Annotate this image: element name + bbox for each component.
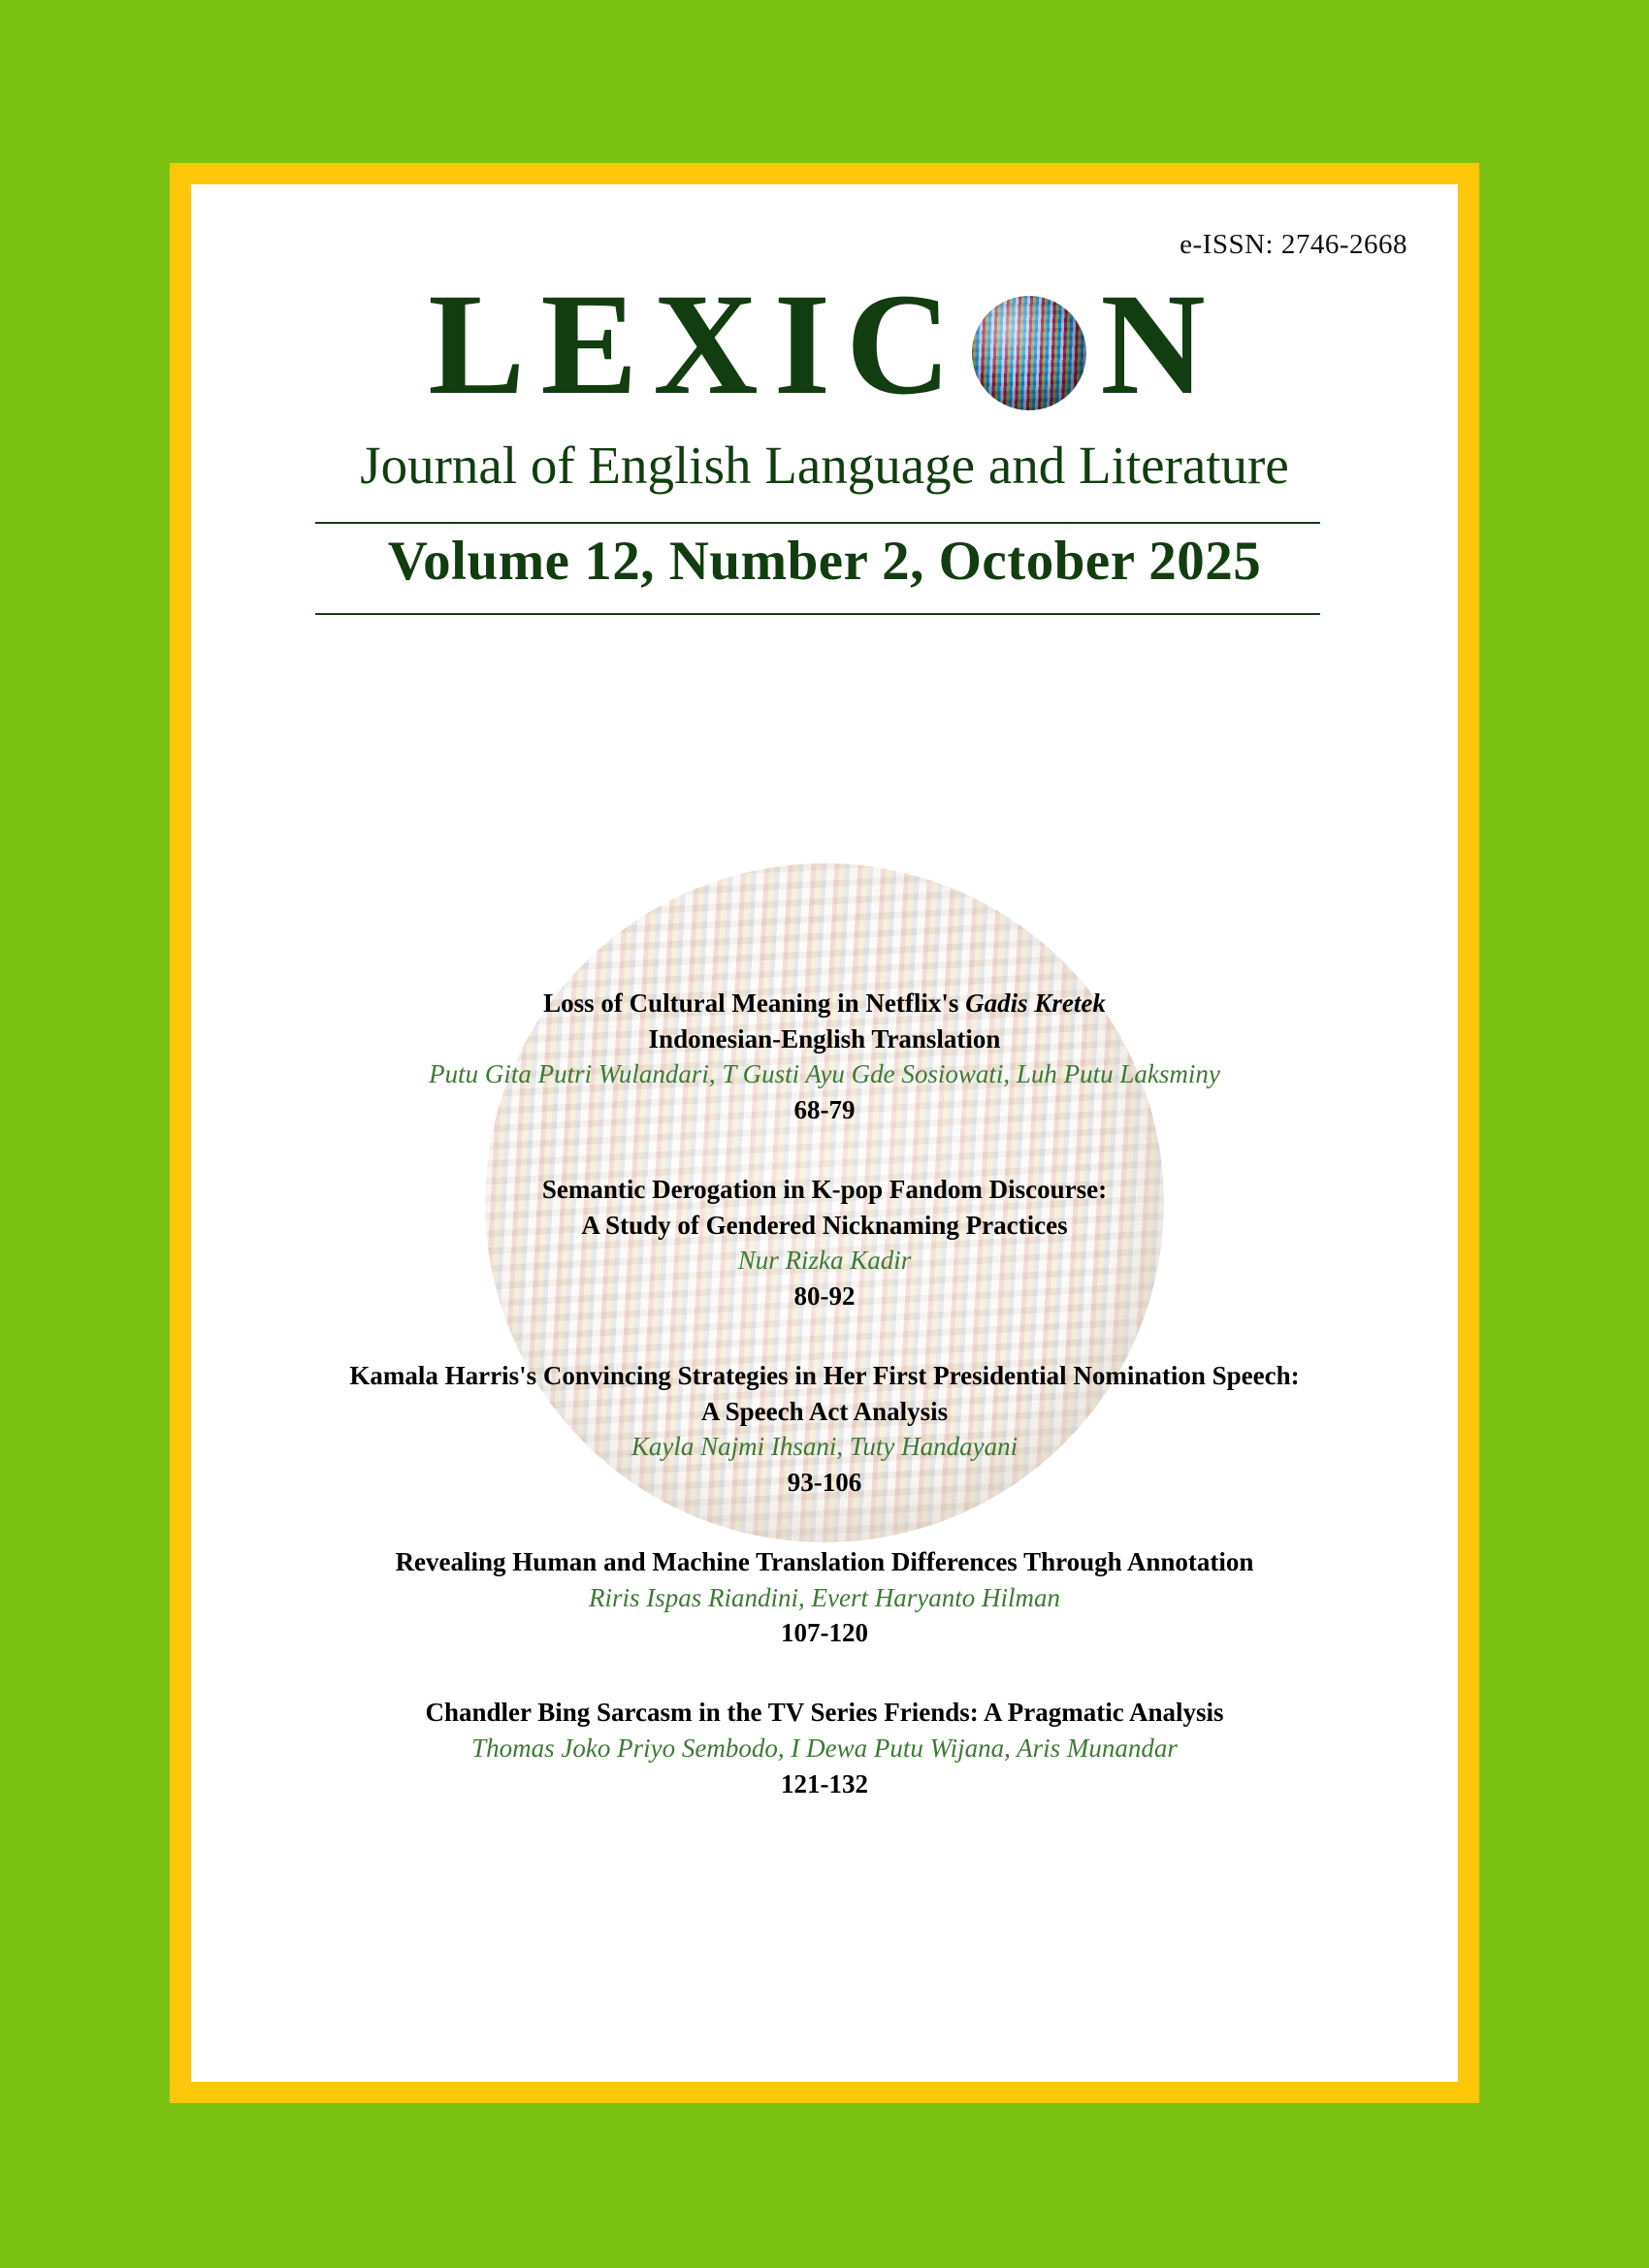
toc-title-italic: Gadis Kretek [965,988,1106,1018]
toc-entry [249,1172,1400,1315]
toc-authors: Riris Ispas Riandini, Evert Haryanto Hilman [589,1582,1060,1612]
toc-title-lead: Chandler Bing Sarcasm in the TV Series Friends: A Pragmatic Analysis [425,1698,1224,1728]
toc-pages: 68-79 [793,1095,856,1125]
toc-title-line2: A Speech Act Analysis [700,1396,949,1426]
toc-article-title [249,986,1400,1056]
toc-article-title [249,1172,1400,1243]
divider-top [315,522,1320,524]
toc-title-line2: Indonesian-English Translation [648,1023,1001,1053]
masthead-text-lexic: LEXIC [428,264,967,425]
toc-pages: 107-120 [781,1618,868,1648]
toc-entry [249,986,1400,1129]
toc-entry [249,1358,1400,1502]
divider-bottom [315,613,1320,615]
globe-o-icon [966,296,1100,410]
toc-pages: 80-92 [793,1281,856,1312]
toc-article-title [249,1358,1400,1429]
toc-authors: Nur Rizka Kadir [737,1246,912,1276]
toc-entry [249,1695,1400,1802]
cover-inner-page [191,184,1458,2082]
toc-authors: Putu Gita Putri Wulandari, T Gusti Ayu Gde Sosiowati, Luh Putu Laksminy [429,1059,1220,1089]
journal-cover [170,163,1479,2103]
toc-title-lead: Loss of Cultural Meaning in Netflix's [543,988,966,1018]
journal-subtitle: Journal of English Language and Literature [360,436,1289,495]
toc-article-title [249,1544,1400,1580]
table-of-contents [249,986,1400,1802]
eissn-label: e-ISSN: 2746-2668 [1180,229,1407,260]
volume-issue-label: Volume 12, Number 2, October 2025 [387,531,1262,592]
toc-title-lead: Revealing Human and Machine Translation Differences Through Annotation [395,1546,1254,1576]
toc-entry [249,1544,1400,1652]
toc-authors: Thomas Joko Priyo Sembodo, I Dewa Putu Wijana, Aris Munandar [471,1733,1178,1763]
toc-title-lead: Semantic Derogation in K-pop Fandom Discourse: [541,1174,1108,1204]
toc-pages: 93-106 [787,1468,862,1498]
journal-masthead [191,264,1458,425]
masthead-text-n: N [1100,264,1221,425]
toc-title-lead: Kamala Harris's Convincing Strategies in Her First Presidential Nomination Speech: [349,1360,1300,1390]
toc-article-title [249,1695,1400,1731]
toc-pages: 121-132 [781,1768,868,1798]
toc-authors: Kayla Najmi Ihsani, Tuty Handayani [630,1432,1018,1462]
toc-title-line2: A Study of Gendered Nicknaming Practices [581,1210,1068,1240]
